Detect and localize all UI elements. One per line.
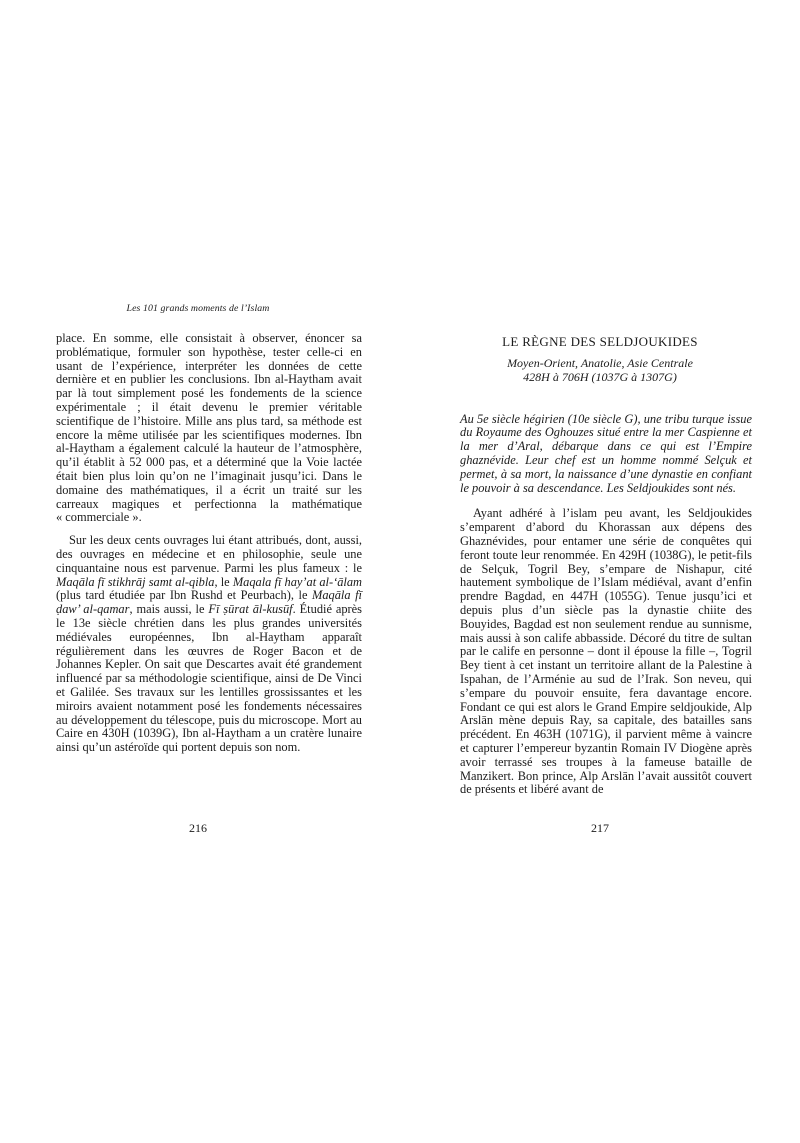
chapter-lead-paragraph: Au 5e siècle hégirien (10e siècle G), une tribu turque issue du Royaume des Oghouzes situé entre la mer Caspienne et la mer d’Aral, débarque dans ce qui est l’Empire ghaznévide. Leur chef est un homme nommé Selçuk et permet, à sa mort, la naissance d’une dynastie en confiant le pouvoir à sa descendance. Les Seldjoukides sont nés.	[460, 411, 752, 495]
page-number-left: 216	[189, 821, 207, 835]
chapter-subtitle	[454, 357, 746, 385]
body-paragraph-continued: place. En somme, elle consistait à observer, énoncer sa problématique, formuler son hypothèse, tester celle-ci en usant de l’expérience, interpréter les données de cette dernière et en publier les conclusions. Ibn al-Haytham avait par là tout simplement posé les fondements de la science expérimentale ; il était devenu le premier véritable scientifique de l’histoire. Mille ans plus tard, sa méthode est encore la même utilisée par les scientifiques modernes. Ibn al-Haytham a également calculé la hauteur de l’atmosphère, qu’il établit à 52 000 pas, et a déterminé que la Voie lactée était bien plus loin qu’on ne l’imaginait jusqu’ici. Dans le domaine des mathématiques, il a écrit un traité sur les carreaux magiques et perfectionna la mathématique « commerciale ».	[56, 331, 362, 525]
body-paragraph: Ayant adhéré à l’islam peu avant, les Seldjoukides s’emparent d’abord du Khorassan aux dépens des Ghaznévides, pour entamer une série de conquêtes qui feront toute leur renommée. En 429H (1038G), le petit-fils de Selçuk, Togril Bey, s’empare de Nishapur, cité hautement symbolique de l’Islam médiéval, avant d’enfin prendre Bagdad, en 447H (1055G). Tenue jusqu’ici et depuis plus d’un siècle pas la dynastie chiite des Bouyides, Bagdad est non seulement rendue au sunnisme, mais aussi à son calife abbasside. Décoré du titre de sultan par le calife en personne – dont il épouse la fille –, Togril Bey tient à cet instant un territoire allant de la Palestine à Ispahan, de l’Arménie au sud de l’Irak. Son neveu, qui s’empare du pouvoir ensuite, fera davantage encore. Fondant ce qui est alors le Grand Empire seldjoukide, Alp Arslān mène depuis Ray, sa capitale, des batailles sans précédent. En 463H (1071G), il parvient même à vaincre et capturer l’empereur byzantin Romain IV Diogène après avoir terrassé ses troupes à la fameuse bataille de Manzikert. Bon prince, Alp Arslān l’avait aussitôt couvert de présents et libéré avant de	[460, 506, 752, 797]
running-header: Les 101 grands moments de l’Islam	[126, 303, 270, 314]
chapter-title: LE RÈGNE DES SELDJOUKIDES	[502, 334, 698, 349]
body-paragraph: Sur les deux cents ouvrages lui étant attribués, dont, aussi, des ouvrages en médecine et en philosophie, seule une cinquantaine nous est parvenue. Parmi les plus fameux : le Maqāla fī stikhrāj samt al-qibla, le Maqala fī hay’at al-‘ālam (plus tard étudiée par Ibn Rushd et Peurbach), le Maqāla fī ḍaw’ al-qamar, mais aussi, le Fī ṣūrat āl-kusūf. Étudié après le 13e siècle chrétien dans les plus grandes universités médiévales européennes, Ibn al-Haytham apparaît régulièrement dans les œuvres de Roger Bacon et de Johannes Kepler. On sait que Descartes avait été grandement influencé par sa méthodologie scientifique, ainsi de De Vinci et Galilée. Ses travaux sur les lentilles grossissantes et les miroirs avaient notamment posé les fondements nécessaires au développement du télescope, puis du microscope. Mort au Caire en 430H (1039G), Ibn al-Haytham a un cratère lunaire ainsi qu’un astéroïde qui portent depuis son nom.	[56, 533, 363, 755]
chapter-subtitle-region: Moyen-Orient, Anatolie, Asie Centrale	[507, 356, 693, 370]
page-right	[460, 0, 752, 1143]
page-left	[56, 0, 362, 1143]
page-number-right: 217	[591, 821, 609, 835]
chapter-subtitle-dates: 428H à 706H (1037G à 1307G)	[523, 369, 677, 384]
